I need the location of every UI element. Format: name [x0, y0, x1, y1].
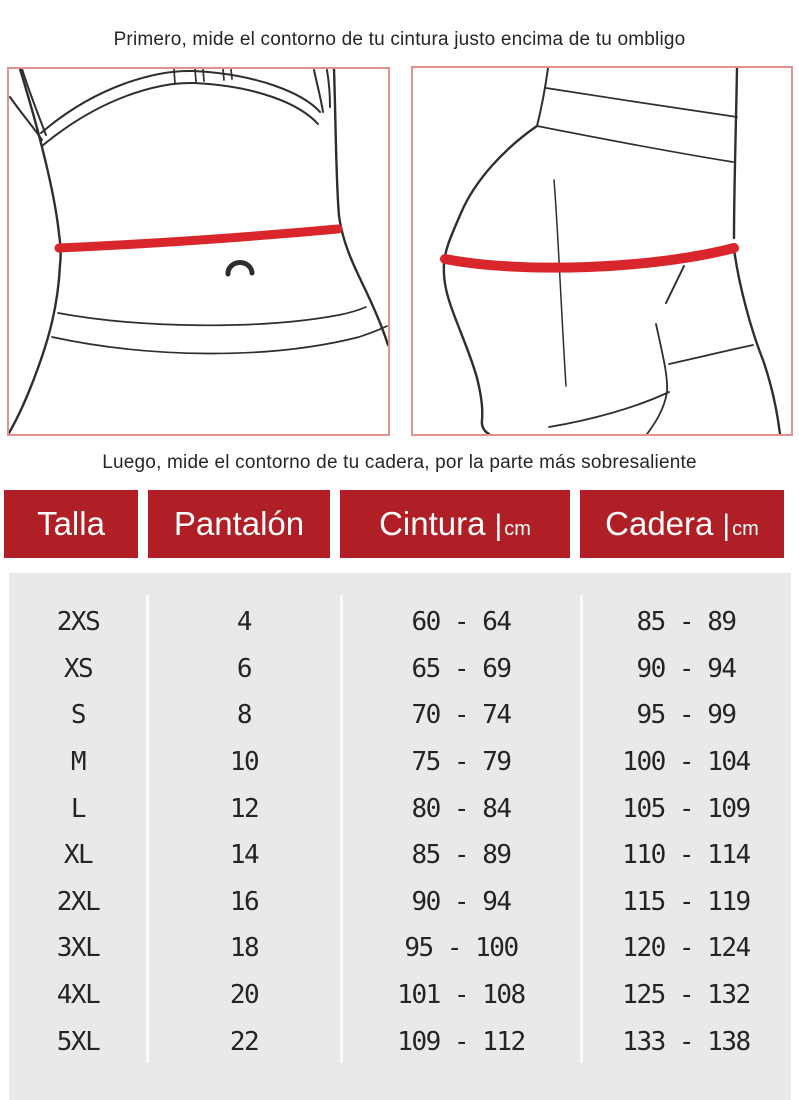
unit-divider-bar: | — [494, 509, 503, 542]
waist-diagram — [9, 69, 388, 434]
header-label: Talla — [37, 505, 105, 542]
bottom-hem-line — [549, 392, 669, 427]
header-label: Cintura — [379, 505, 486, 542]
bra-strap-right — [314, 70, 323, 112]
table-cell: 22 — [229, 1026, 259, 1057]
size-table-header — [4, 490, 789, 558]
header-label: Cadera — [605, 505, 714, 542]
waistband-line-2 — [537, 126, 733, 162]
table-cell: 115 - 119 — [622, 886, 750, 917]
table-cell: 4XL — [56, 980, 100, 1011]
table-cell: 2XL — [56, 886, 100, 917]
unit-divider-bar: | — [722, 509, 731, 542]
waist-measure-band — [59, 229, 338, 248]
table-row — [9, 972, 791, 1019]
header-cell-cintura — [340, 490, 570, 558]
table-cell: 95 - 100 — [404, 933, 518, 964]
table-cell: 80 - 84 — [411, 793, 511, 824]
table-cell: 109 - 112 — [397, 1026, 525, 1057]
table-cell: 20 — [229, 980, 259, 1011]
bra-strap-left — [22, 69, 46, 135]
header-cell-talla — [4, 490, 138, 558]
table-cell: 110 - 114 — [622, 840, 750, 871]
table-cell: 95 - 99 — [636, 700, 736, 731]
header-cell-cadera — [580, 490, 784, 558]
table-cell: 4 — [236, 607, 252, 638]
front-leg-line — [734, 249, 780, 434]
table-cell: L — [70, 793, 86, 824]
table-row — [9, 879, 791, 926]
table-cell: 8 — [236, 700, 252, 731]
table-cell: 133 - 138 — [622, 1026, 750, 1057]
table-cell: 85 - 89 — [636, 607, 736, 638]
header-unit: cm — [504, 518, 531, 540]
table-row — [9, 646, 791, 693]
table-cell: 14 — [229, 840, 259, 871]
leg-separation-line — [647, 324, 667, 434]
table-cell: 3XL — [56, 933, 100, 964]
table-cell: 6 — [236, 653, 252, 684]
table-cell: 90 - 94 — [636, 653, 736, 684]
table-cell: S — [70, 700, 86, 731]
buttock-outline — [444, 126, 537, 434]
header-label: Pantalón — [173, 505, 305, 542]
table-cell: 5XL — [56, 1026, 100, 1057]
table-cell: 120 - 124 — [622, 933, 750, 964]
bra-strap-left-2 — [10, 97, 42, 140]
table-row — [9, 925, 791, 972]
table-cell: XL — [63, 840, 93, 871]
pants-waistband-bottom — [52, 326, 387, 354]
hip-measure-band — [445, 248, 734, 268]
table-cell: 70 - 74 — [411, 700, 511, 731]
size-table-rows — [9, 599, 791, 1065]
size-table-body-panel — [9, 573, 791, 1100]
table-cell: 105 - 109 — [622, 793, 750, 824]
table-row — [9, 785, 791, 832]
table-row — [9, 692, 791, 739]
table-row — [9, 832, 791, 879]
center-crease-line — [554, 180, 566, 386]
navel-icon — [228, 262, 252, 274]
waist-instruction-text: Primero, mide el contorno de tu cintura justo encima de tu ombligo — [113, 29, 686, 50]
table-cell: 101 - 108 — [397, 980, 525, 1011]
body-front-line — [734, 68, 737, 238]
waistband-line-1 — [546, 88, 737, 117]
table-cell: 16 — [229, 886, 259, 917]
bra-strap-right-2 — [327, 70, 330, 107]
table-cell: 60 - 64 — [411, 607, 511, 638]
table-cell: 12 — [229, 793, 259, 824]
hip-diagram — [413, 68, 791, 434]
header-cell-pantalon — [148, 490, 330, 558]
header-unit: cm — [732, 518, 759, 540]
bra-band-bottom — [42, 83, 318, 146]
table-cell: 100 - 104 — [622, 747, 750, 778]
shorts-hem-line — [669, 345, 753, 364]
back-top-line — [537, 68, 548, 126]
table-cell: 18 — [229, 933, 259, 964]
table-cell: 2XS — [56, 607, 100, 638]
table-row — [9, 1018, 791, 1065]
table-cell: 125 - 132 — [622, 980, 750, 1011]
table-cell: XS — [63, 653, 93, 684]
table-cell: 75 - 79 — [411, 747, 511, 778]
small-diagonal-line — [666, 266, 684, 303]
hip-instruction-text: Luego, mide el contorno de tu cadera, por la parte más sobresaliente — [102, 452, 697, 473]
table-cell: 10 — [229, 747, 259, 778]
table-row — [9, 739, 791, 786]
table-cell: M — [70, 747, 86, 778]
waist-measurement-figure — [7, 67, 390, 436]
bra-band-top — [41, 71, 320, 133]
pants-waistband-top — [58, 307, 366, 325]
table-row — [9, 599, 791, 646]
table-cell: 90 - 94 — [411, 886, 511, 917]
torso-outline-right — [334, 69, 388, 345]
table-cell: 65 - 69 — [411, 653, 511, 684]
hip-measurement-figure — [411, 66, 793, 436]
table-cell: 85 - 89 — [411, 840, 511, 871]
